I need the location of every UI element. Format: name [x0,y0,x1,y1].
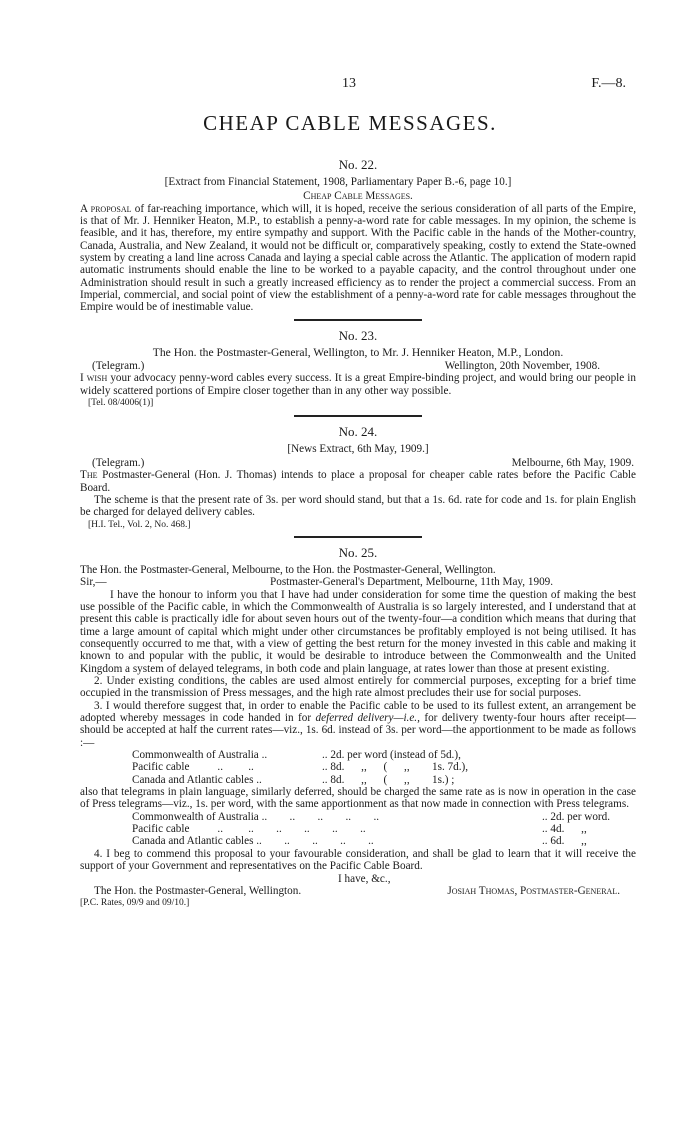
table-row [132,811,636,823]
address-line: The Hon. the Postmaster-General, Wellington, to Mr. J. Henniker Heaton, M.P., London. [152,345,564,359]
paragraph: 4. I beg to commend this proposal to your favourable consideration, and shall be glad to learn that it will receive the support of your Government and representatives on the Pacific Cable Board. [80,847,636,873]
table-row [132,761,636,773]
table-cell-name: Commonwealth of Australia .. .. .. .. .. [132,810,380,823]
paragraph-text: Postmaster-General (Hon. J. Thomas) intends to place a proposal for cheaper cable rates before the Pacific Cable Board. [80,469,636,494]
signature-line [80,885,636,897]
table-cell-name: Canada and Atlantic cables .. [132,773,262,786]
italic-text: deferred delivery—i.e., [315,712,420,725]
department-date: Postmaster-General's Department, Melbourne, 11th May, 1909. [270,576,554,589]
paragraph: I have the honour to inform you that I have had under consideration for some time the question of making the best use possible of the Pacific cable, in which the Commonwealth of Australia is so largely interested, and I understand that at present this cable is practically idle for about seven hours out of the twenty-four—a condition which means that during that time a large amount of capital which might under other circumstances be profitably employed is not being utilised. It has consequently occurred to me that, with a view of getting the best return for the money invested in this cable and making it known to and popular with the public, it would be desirable to introduce between the Commonwealth and the United Kingdom a system of delayed telegrams, in both code and plain language, at rates lower than those at present existing. [80,588,636,675]
place-date: Melbourne, 6th May, 1909. [511,456,634,469]
table-cell-rate: .. 4d. ,, [542,823,587,836]
table-cell-rate: .. 2d. per word (instead of 5d.), [322,749,461,762]
section-number: No. 24. [338,423,378,439]
address-line: The Hon. the Postmaster-General, Melbourne, to the Hon. the Postmaster-General, Wellington. [80,563,496,576]
table-cell-rate: .. 8d. ,, ( ,, 1s. 7d.), [322,761,469,774]
section-divider [294,319,422,321]
paragraph: also that telegrams in plain language, similarly deferred, should be charged the same rate as is now in operation in the case of Press telegrams—viz., 1s. per word, with the same apportionment as that now made in connection with Press telegrams. [80,786,636,811]
paragraph: The scheme is that the present rate of 3s. per word should stand, but that a 1s. 6d. rate for code and 1s. for plain English be charged for delayed delivery cables. [80,493,636,519]
paragraph [80,372,636,397]
section-divider [294,415,422,417]
paragraph-text: your advocacy penny-word cables every success. It is a great Empire-binding project, and would bring our people in widely scattered portions of Empire closer together than in any other way possible. [80,372,637,397]
section-number: No. 23. [338,327,378,343]
section-no-25 [80,545,636,910]
source-citation: [News Extract, 6th May, 1909.] [287,442,429,455]
lead-words: A proposal [80,202,132,215]
file-reference: [P.C. Rates, 09/9 and 09/10.] [80,898,190,909]
paragraph: 2. Under existing conditions, the cables are used almost entirely for commercial purposes, excepting for a brief time occupied in the transmission of Press messages, and the high rate almost precludes their use for social purposes. [80,675,636,700]
paragraph [80,203,636,314]
salutation: Sir,— [80,576,107,589]
lead-words: I wish [80,372,108,385]
rate-table-code [132,749,636,786]
telegram-label: (Telegram.) [92,456,145,469]
addressee: The Hon. the Postmaster-General, Wellington. [94,884,302,897]
rate-table-plain [132,811,636,848]
paragraph-text: 3. I would therefore suggest that, in order to enable the Pacific cable to be used to its fullest extent, an arrangement be adopted whereby messages in code handed in for [80,699,636,725]
table-cell-rate: .. 6d. ,, [542,835,587,848]
table-cell-name: Pacific cable .. .. [132,761,254,774]
running-header [0,78,700,96]
letter-heading [80,576,636,588]
file-reference: [H.I. Tel., Vol. 2, No. 468.] [88,519,191,530]
telegram-line [80,457,636,469]
table-row [132,774,636,786]
section-heading: Cheap Cable Messages. [303,190,413,203]
closing: I have, &c., [338,872,391,885]
table-cell-name: Commonwealth of Australia .. [132,749,268,762]
place-date: Wellington, 20th November, 1908. [444,360,600,373]
paragraph [80,700,636,749]
table-row [132,823,636,835]
paragraph-text: for delivery twenty-four hours after receipt—should be accepted at half the current rates—viz., 1s. 6d. instead of 3s. per word—the apportionment to be made as follows :— [80,712,636,749]
table-cell-name: Pacific cable .. .. .. .. .. .. [132,823,366,836]
file-reference: [Tel. 08/4006(1)] [88,398,154,409]
telegram-label: (Telegram.) [92,360,145,373]
table-row [132,835,636,847]
table-cell-rate: .. 8d. ,, ( ,, 1s.) ; [322,773,455,786]
table-row [132,749,636,761]
source-citation: [Extract from Financial Statement, 1908, Parliamentary Paper B.-6, page 10.] [164,176,512,188]
section-number: No. 25. [338,544,378,560]
document-body [80,155,636,910]
section-no-23 [80,328,636,410]
lead-words: The [80,469,98,482]
table-cell-rate: .. 2d. per word. [542,810,611,823]
paragraph [80,469,636,494]
section-no-24 [80,424,636,531]
table-cell-name: Canada and Atlantic cables .. .. .. .. .. [132,835,374,848]
section-no-22 [80,157,636,314]
section-divider [294,536,422,538]
signature: Josiah Thomas, Postmaster-General. [447,884,620,897]
page-title: CHEAP CABLE MESSAGES. [203,111,497,135]
document-reference: F.—8. [591,76,626,91]
page-number: 13 [342,76,356,91]
paragraph-text: of far-reaching importance, which will, it is hoped, receive the serious consideration of all parts of the Empire, is that of Mr. J. Henniker Heaton, M.P., to establish a penny-a-word rate for cable messages. In my opinion, the scheme is feasible, and it has, therefore, my entire sympathy and support. With the Pacific cable in the hands of the Mother-country, Canada, Australia, and New Zealand, it would not be difficult or, comparatively speaking, costly to extend the State-owned system by creating a land line across Canada and laying a special cable across the Atlantic. The application of modern rapid automatic instruments should enable the line to be worked to a payable capacity, and the control throughout under one Administration should result in such a greatly increased efficiency as to render the project a commercial success. From an Imperial, commercial, and social point of view the establishment of a penny-a-word rate for cable messages throughout the Empire would be of inestimable value. [80,202,637,314]
section-number: No. 22. [338,157,378,172]
telegram-line [80,360,636,372]
